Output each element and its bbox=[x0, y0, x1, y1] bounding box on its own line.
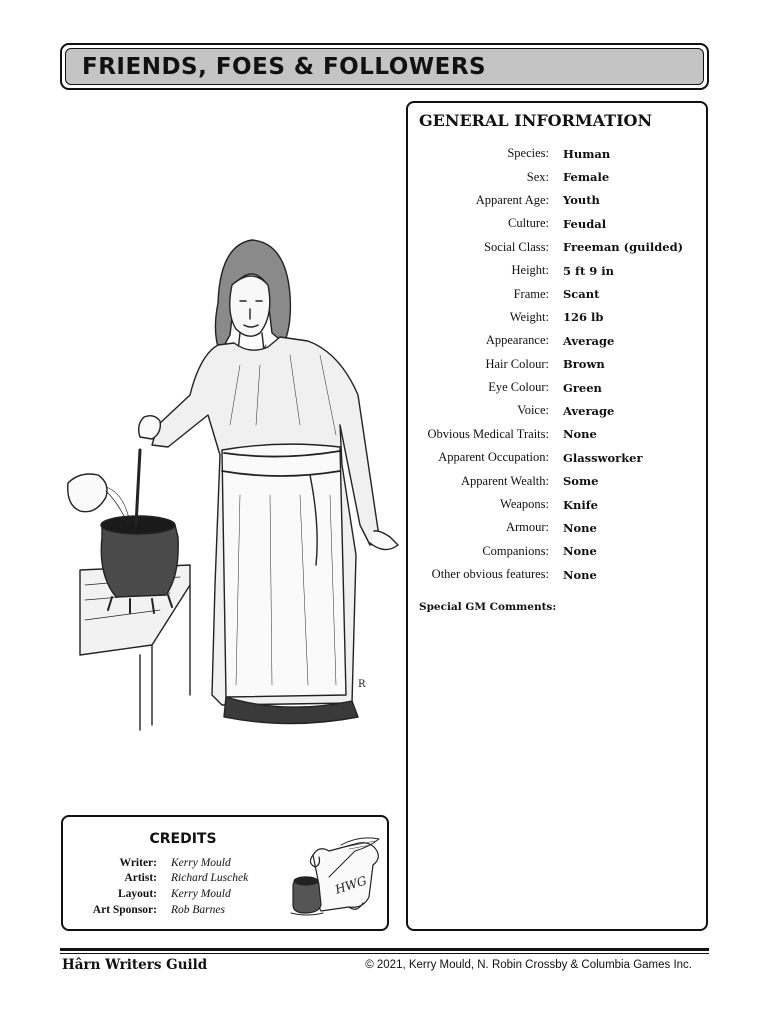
info-label: Armour: bbox=[505, 520, 549, 535]
info-label: Sex: bbox=[526, 169, 549, 184]
credits-panel bbox=[61, 815, 389, 931]
credit-row-writer bbox=[63, 855, 248, 871]
info-value: Knife bbox=[563, 497, 598, 512]
credit-value: Kerry Mould bbox=[171, 887, 231, 900]
info-row-hair-colour bbox=[408, 353, 706, 376]
info-value: Feudal bbox=[563, 216, 607, 231]
info-row-culture bbox=[408, 212, 706, 235]
info-value: None bbox=[563, 427, 597, 442]
info-value: Freeman (guilded) bbox=[563, 240, 684, 255]
info-value: None bbox=[563, 520, 597, 535]
info-value: Brown bbox=[563, 357, 605, 372]
info-value: None bbox=[563, 544, 597, 559]
info-row-other-features bbox=[408, 563, 706, 586]
credit-label: Writer: bbox=[119, 856, 157, 869]
info-row-sex bbox=[408, 165, 706, 188]
info-row-weapons bbox=[408, 493, 706, 516]
info-label: Apparent Wealth: bbox=[461, 473, 549, 488]
footer-publisher: Hârn Writers Guild bbox=[62, 957, 208, 973]
credit-row-art-sponsor bbox=[63, 902, 248, 918]
artist-signature: R bbox=[358, 679, 366, 690]
info-row-armour bbox=[408, 516, 706, 539]
info-row-appearance bbox=[408, 329, 706, 352]
info-value: None bbox=[563, 567, 597, 582]
credit-value: Richard Luschek bbox=[171, 872, 249, 885]
title-inner bbox=[65, 48, 704, 85]
info-label: Appearance: bbox=[485, 333, 549, 348]
info-value: Glassworker bbox=[563, 450, 643, 465]
woman-glassworker-illustration-icon bbox=[40, 225, 400, 735]
info-value: 126 lb bbox=[563, 310, 604, 325]
info-value: Average bbox=[563, 403, 615, 418]
info-label: Social Class: bbox=[484, 239, 549, 254]
info-value: Green bbox=[563, 380, 602, 395]
info-value: Human bbox=[563, 146, 611, 161]
info-label: Apparent Age: bbox=[475, 192, 549, 207]
credit-row-layout bbox=[63, 886, 248, 902]
credit-label: Layout: bbox=[118, 887, 157, 900]
info-label: Other obvious features: bbox=[431, 567, 549, 582]
info-value: Female bbox=[563, 170, 610, 185]
footer-copyright: © 2021, Kerry Mould, N. Robin Crossby & Columbia Games Inc. bbox=[365, 959, 692, 971]
info-label: Frame: bbox=[513, 286, 549, 301]
credit-value: Rob Barnes bbox=[171, 903, 225, 916]
info-row-social-class bbox=[408, 236, 706, 259]
title-bar bbox=[60, 43, 709, 90]
info-row-species bbox=[408, 142, 706, 165]
info-row-voice bbox=[408, 399, 706, 422]
info-label: Culture: bbox=[508, 216, 549, 231]
credits-list bbox=[63, 855, 248, 917]
credits-heading: CREDITS bbox=[149, 831, 217, 847]
info-row-medical-traits bbox=[408, 423, 706, 446]
info-label: Height: bbox=[511, 263, 549, 278]
general-information-list bbox=[408, 142, 706, 586]
info-row-wealth bbox=[408, 469, 706, 492]
hwg-logo-text: HWG bbox=[333, 873, 369, 897]
info-value: Scant bbox=[563, 287, 600, 302]
info-label: Hair Colour: bbox=[485, 356, 549, 371]
info-label: Eye Colour: bbox=[488, 380, 549, 395]
credit-label: Art Sponsor: bbox=[92, 903, 157, 916]
hwg-scroll-quill-logo-icon bbox=[289, 837, 385, 917]
info-label: Obvious Medical Traits: bbox=[427, 426, 549, 441]
info-row-apparent-age bbox=[408, 189, 706, 212]
info-row-frame bbox=[408, 282, 706, 305]
info-row-height bbox=[408, 259, 706, 282]
info-row-occupation bbox=[408, 446, 706, 469]
info-label: Companions: bbox=[482, 543, 549, 558]
info-value: Some bbox=[563, 474, 599, 489]
info-label: Voice: bbox=[517, 403, 549, 418]
footer-rule-thin bbox=[60, 953, 709, 954]
info-row-weight bbox=[408, 306, 706, 329]
credit-row-artist bbox=[63, 871, 248, 887]
general-information-heading: GENERAL INFORMATION bbox=[419, 111, 653, 130]
info-value: Youth bbox=[563, 193, 600, 208]
credit-label: Artist: bbox=[124, 872, 157, 885]
info-label: Species: bbox=[507, 146, 549, 161]
special-gm-comments-label: Special GM Comments: bbox=[419, 601, 557, 613]
info-label: Weapons: bbox=[500, 497, 549, 512]
info-row-companions bbox=[408, 540, 706, 563]
info-row-eye-colour bbox=[408, 376, 706, 399]
credit-value: Kerry Mould bbox=[171, 856, 231, 869]
general-information-panel bbox=[406, 101, 708, 931]
info-label: Apparent Occupation: bbox=[438, 450, 549, 465]
page-title: FRIENDS, FOES & FOLLOWERS bbox=[82, 53, 487, 80]
footer-rule-thick bbox=[60, 948, 709, 951]
info-value: Average bbox=[563, 333, 615, 348]
info-value: 5 ft 9 in bbox=[563, 263, 615, 278]
info-label: Weight: bbox=[509, 309, 549, 324]
